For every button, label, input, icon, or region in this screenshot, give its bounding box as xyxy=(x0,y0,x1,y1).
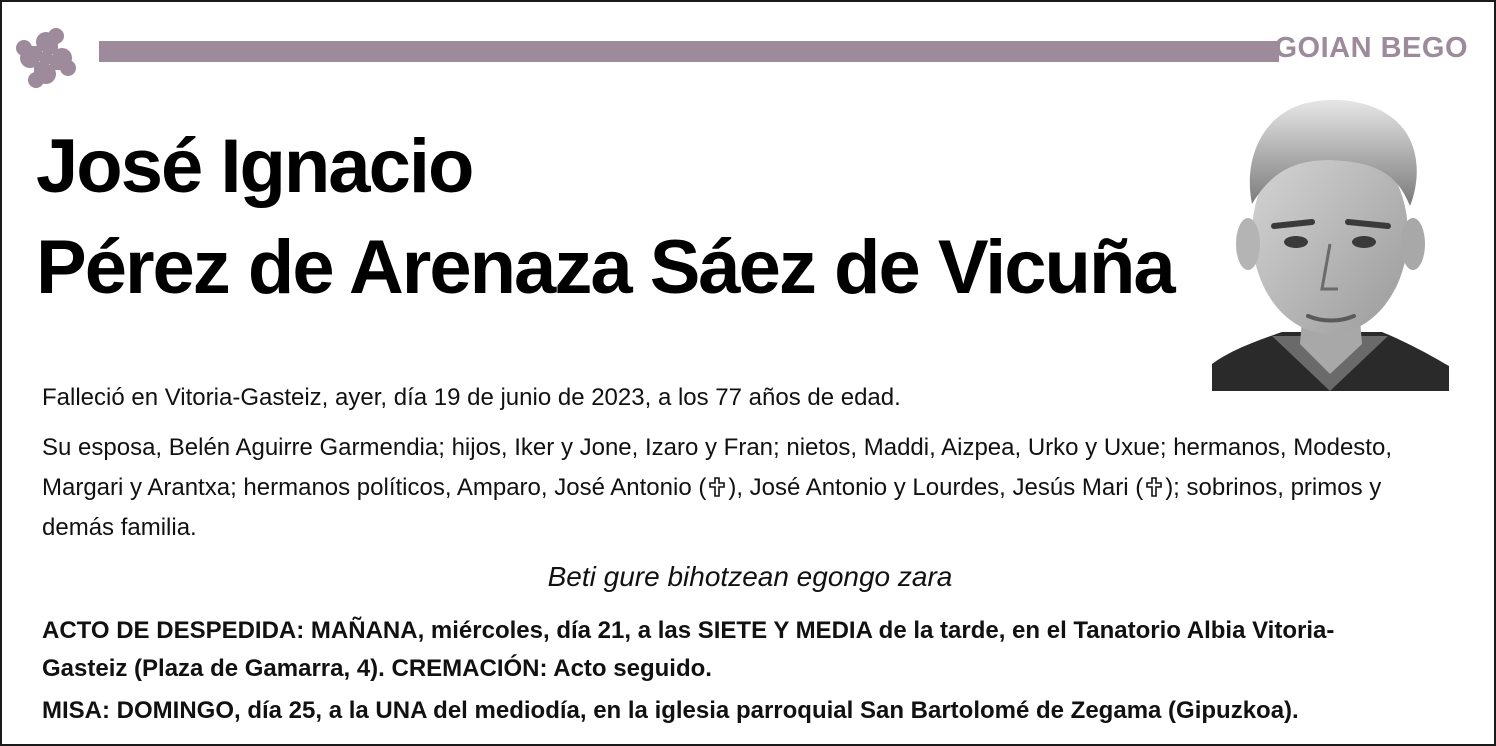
cross-icon xyxy=(707,476,727,498)
death-info: Falleció en Vitoria-Gasteiz, ayer, día 19 de junio de 2023, a los 77 años de edad. xyxy=(42,384,901,411)
deceased-surnames: Pérez de Arenaza Sáez de Vicuña xyxy=(36,225,1174,310)
portrait-image xyxy=(1212,94,1449,391)
header-bar xyxy=(99,41,1279,62)
motto: Beti gure bihotzean egongo zara xyxy=(547,561,953,592)
cross-icon xyxy=(1144,476,1164,498)
farewell-info: ACTO DE DESPEDIDA: MAÑANA, miércoles, día 21, a las SIETE Y MEDIA de la tarde, en el Tanatorio Albia Vitoria-Gasteiz (Plaza de Gamarra, 4). CREMACIÓN: Acto seguido. xyxy=(42,617,1335,682)
family-text-part2: ), José Antonio y Lourdes, Jesús Mari ( xyxy=(728,474,1144,501)
family-text-part1: Su esposa, Belén Aguirre Garmendia; hijos, Iker y Jone, Izaro y Fran; nietos, Maddi, Aizpea, Urko y Uxue; hermanos, Modesto, Margari y Arantxa; hermanos políticos, Amparo, José Antonio ( xyxy=(42,434,1392,501)
deceased-first-name: José Ignacio xyxy=(36,124,473,209)
lauburu-icon xyxy=(8,20,84,96)
family-text-part3: ); sobrinos, primos y demás familia. xyxy=(42,474,1382,541)
family-list xyxy=(42,428,1442,548)
mass-info: MISA: DOMINGO, día 25, a la UNA del mediodía, en la iglesia parroquial San Bartolomé de Zegama (Gipuzkoa). xyxy=(42,697,1299,724)
section-label: GOIAN BEGO xyxy=(1274,32,1468,64)
deceased-portrait xyxy=(1212,94,1449,391)
